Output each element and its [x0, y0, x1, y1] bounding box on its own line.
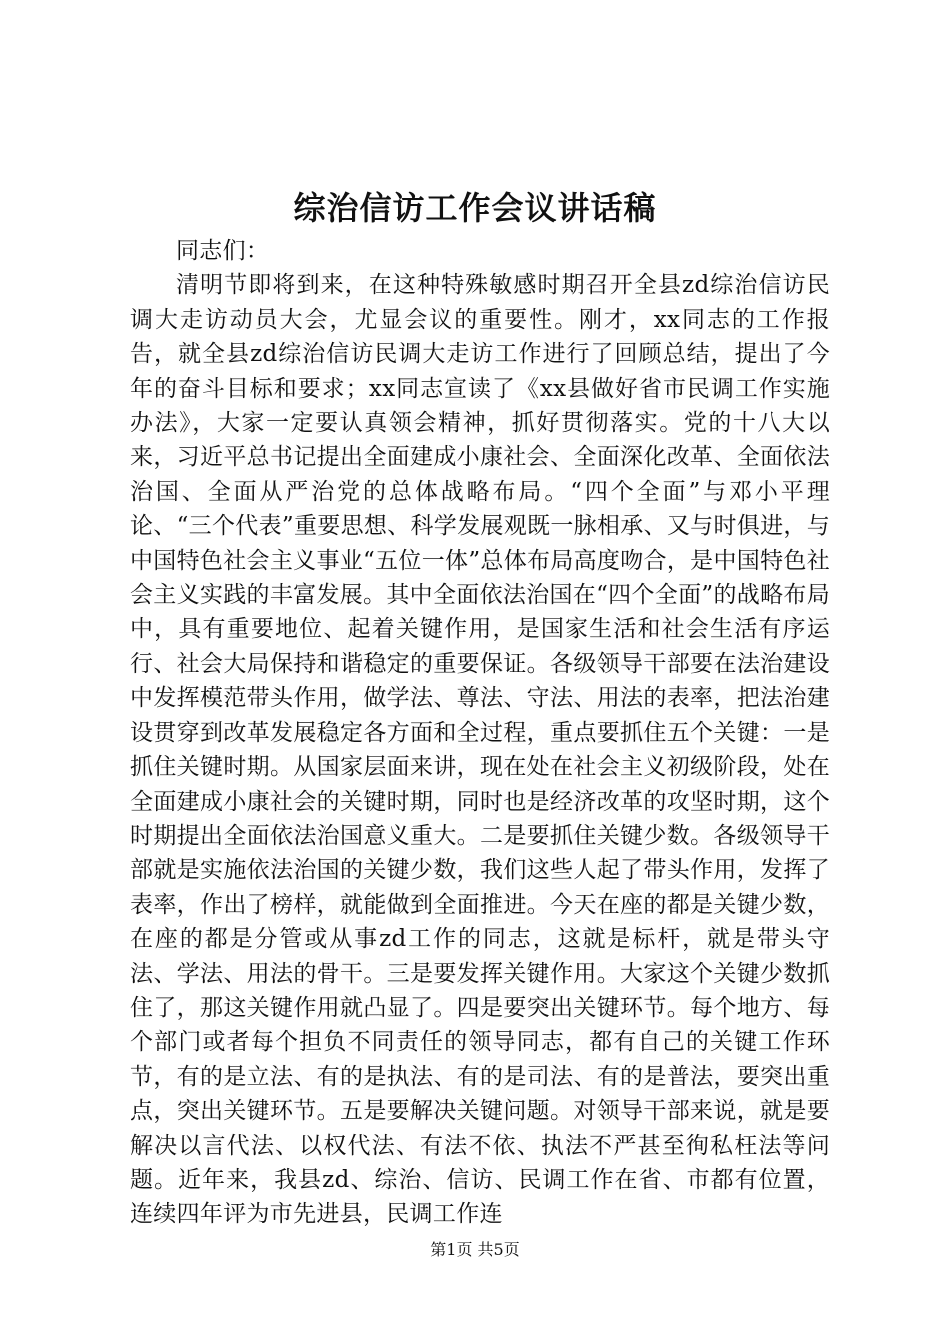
salutation: 同志们：: [176, 238, 270, 264]
page-footer: 第1页 共5页: [430, 1240, 520, 1259]
body-paragraph: 清明节即将到来，在这种特殊敏感时期召开全县zd综治信访民调大走访动员大会，尤显会议的重要性。刚才，xx同志的工作报告，就全县zd综治信访民调大走访工作进行了回顾总结，提出了今年的奋斗目标和要求；xx同志宣读了《xx县做好省市民调工作实施办法》，大家一定要认真领会精神，抓好贯彻落实。党的十八大以来，习近平总书记提出全面建成小康社会、全面深化改革、全面依法治国、全面从严治党的总体战略布局。“四个全面”与邓小平理论、“三个代表”重要思想、科学发展观既一脉相承、又与时俱进，与中国特色社会主义事业“五位一体”总体布局高度吻合，是中国特色社会主义实践的丰富发展。其中全面依法治国在“四个全面”的战略布局中，具有重要地位、起着关键作用，是国家生活和社会生活有序运行、社会大局保持和谐稳定的重要保证。各级领导干部要在法治建设中发挥模范带头作用，做学法、尊法、守法、用法的表率，把法治建设贯穿到改革发展稳定各方面和全过程，重点要抓住五个关键：一是抓住关键时期。从国家层面来讲，现在处在社会主义初级阶段，处在全面建成小康社会的关键时期，同时也是经济改革的攻坚时期，这个时期提出全面依法治国意义重大。二是要抓住关键少数。各级领导干部就是实施依法治国的关键少数，我们这些人起了带头作用，发挥了表率，作出了榜样，就能做到全面推进。今天在座的都是关键少数，在座的都是分管或从事zd工作的同志，这就是标杆，就是带头守法、学法、用法的骨干。三是要发挥关键作用。大家这个关键少数抓住了，那这关键作用就凸显了。四是要突出关键环节。每个地方、每个部门或者每个担负不同责任的领导同志，都有自己的关键工作环节，有的是立法、有的是执法、有的是司法、有的是普法，要突出重点，突出关键环节。五是要解决关键问题。对领导干部来说，就是要解决以言代法、以权代法、有法不依、执法不严甚至徇私枉法等问题。近年来，我县zd、综治、信访、民调工作在省、市都有位置，连续四年评为市先进县，民调工作连: [130, 272, 830, 1228]
document-body: [130, 234, 830, 1232]
page-title: 综治信访工作会议讲话稿: [293, 189, 657, 227]
